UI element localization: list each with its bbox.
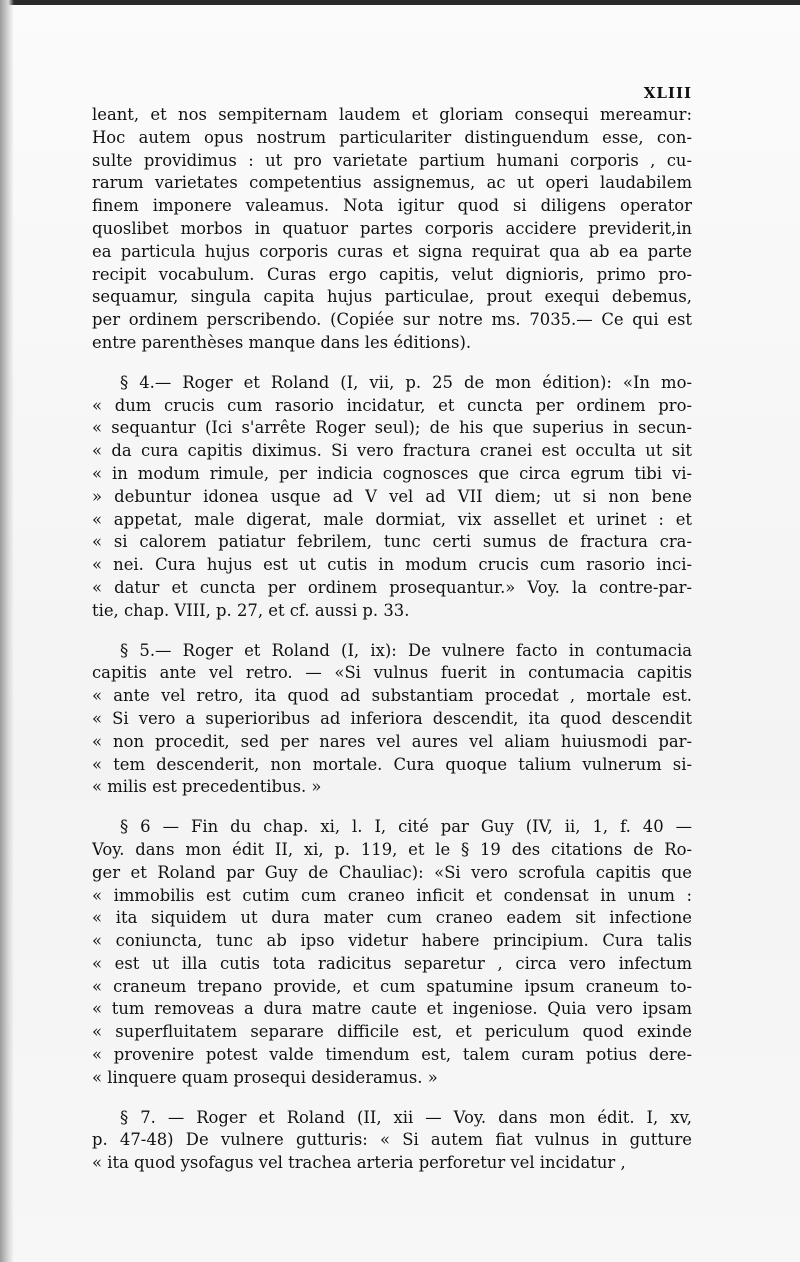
text-line: ea particula hujus corporis curas et signa requirat qua ab ea parte — [92, 241, 692, 261]
text-line: « ita quod ysofagus vel trachea arteria perforetur vel incidatur , — [92, 1153, 626, 1173]
text-line: Voy. dans mon édit II, xi, p. 119, et le § 19 des citations de Ro- — [92, 839, 692, 859]
text-line: § 7. — Roger et Roland (II, xii — Voy. dans mon édit. I, xv, — [120, 1107, 692, 1127]
paragraph-p6 — [92, 816, 692, 1090]
text-line: « immobilis est cutim cum craneo inficit et condensat in unum : — [92, 885, 692, 905]
text-line: « provenire potest valde timendum est, talem curam potius dere- — [92, 1045, 692, 1065]
text-line: « da cura capitis diximus. Si vero fractura cranei est occulta ut sit — [92, 441, 692, 461]
text-line: « appetat, male digerat, male dormiat, vix assellet et urinet : et — [92, 509, 692, 529]
text-line: « ante vel retro, ita quod ad substantiam procedat , mortale est. — [92, 686, 692, 706]
text-line: « sequantur (Ici s'arrête Roger seul); de his que superius in secun- — [92, 418, 692, 438]
text-line: capitis ante vel retro. — «Si vulnus fuerit in contumacia capitis — [92, 663, 692, 683]
text-line: « craneum trepano provide, et cum spatumine ipsum craneum to- — [92, 976, 692, 996]
text-line: « tum removeas a dura matre caute et ingeniose. Quia vero ipsam — [92, 999, 692, 1019]
text-line: « ita siquidem ut dura mater cum craneo eadem sit infectione — [92, 908, 692, 928]
text-line: « in modum rimule, per indicia cognosces que circa egrum tibi vi- — [92, 463, 692, 483]
text-line: « Si vero a superioribus ad inferiora descendit, ita quod descendit — [92, 708, 692, 728]
text-line: « tem descenderit, non mortale. Cura quoque talium vulnerum si- — [92, 754, 692, 774]
text-line: finem imponere valeamus. Nota igitur quod si diligens operator — [92, 196, 692, 216]
page-number: XLIII — [643, 84, 692, 102]
text-body — [92, 104, 692, 1175]
paragraph-p0 — [92, 104, 692, 355]
text-line: per ordinem perscribendo. (Copiée sur notre ms. 7035.— Ce qui est — [92, 310, 692, 330]
text-line: ger et Roland par Guy de Chauliac): «Si vero scrofula capitis que — [92, 862, 692, 882]
text-line: tie, chap. VIII, p. 27, et cf. aussi p. 33. — [92, 600, 410, 620]
top-border — [0, 0, 800, 5]
text-line: § 6 — Fin du chap. xi, l. I, cité par Guy (IV, ii, 1, f. 40 — — [120, 817, 692, 837]
text-line: quoslibet morbos in quatuor partes corporis accidere previderit,in — [92, 218, 692, 238]
text-line: « si calorem patiatur febrilem, tunc certi sumus de fractura cra- — [92, 532, 692, 552]
text-line: sequamur, singula capita hujus particulae, prout exequi debemus, — [92, 287, 692, 307]
text-line: « linquere quam prosequi desideramus. » — [92, 1067, 438, 1087]
text-line: « non procedit, sed per nares vel aures vel aliam huiusmodi par- — [92, 731, 692, 751]
book-page — [92, 84, 692, 1175]
text-line: « milis est precedentibus. » — [92, 777, 322, 797]
text-line: entre parenthèses manque dans les éditions). — [92, 332, 472, 352]
text-line: leant, et nos sempiternam laudem et gloriam consequi mereamur: — [92, 105, 692, 124]
book-gutter-edge — [0, 0, 14, 1262]
text-line: § 4.— Roger et Roland (I, vii, p. 25 de mon édition): «In mo- — [120, 372, 692, 392]
text-line: « est ut illa cutis tota radicitus separetur , circa vero infectum — [92, 953, 692, 973]
text-line: » debuntur idonea usque ad V vel ad VII diem; ut si non bene — [92, 486, 692, 506]
text-line: rarum varietates competentius assignemus, ac ut operi laudabilem — [92, 173, 692, 193]
paragraph-p5 — [92, 640, 692, 800]
text-line: p. 47-48) De vulnere gutturis: « Si autem fiat vulnus in gutture — [92, 1130, 692, 1150]
text-line: « nei. Cura hujus est ut cutis in modum crucis cum rasorio inci- — [92, 555, 692, 575]
text-line: « datur et cuncta per ordinem prosequantur.» Voy. la contre-par- — [92, 577, 692, 597]
text-line: recipit vocabulum. Curas ergo capitis, velut dignioris, primo pro- — [92, 264, 692, 284]
text-line: « dum crucis cum rasorio incidatur, et cuncta per ordinem pro- — [92, 395, 692, 415]
paragraph-p7 — [92, 1107, 692, 1175]
text-line: § 5.— Roger et Roland (I, ix): De vulnere facto in contumacia — [120, 640, 692, 660]
text-line: sulte providimus : ut pro varietate partium humani corporis , cu- — [92, 150, 692, 170]
text-line: Hoc autem opus nostrum particulariter distinguendum esse, con- — [92, 127, 692, 147]
paragraph-p4 — [92, 372, 692, 623]
text-line: « coniuncta, tunc ab ipso videtur habere principium. Cura talis — [92, 931, 692, 951]
text-line: « superfluitatem separare difficile est, et periculum quod exinde — [92, 1022, 692, 1042]
